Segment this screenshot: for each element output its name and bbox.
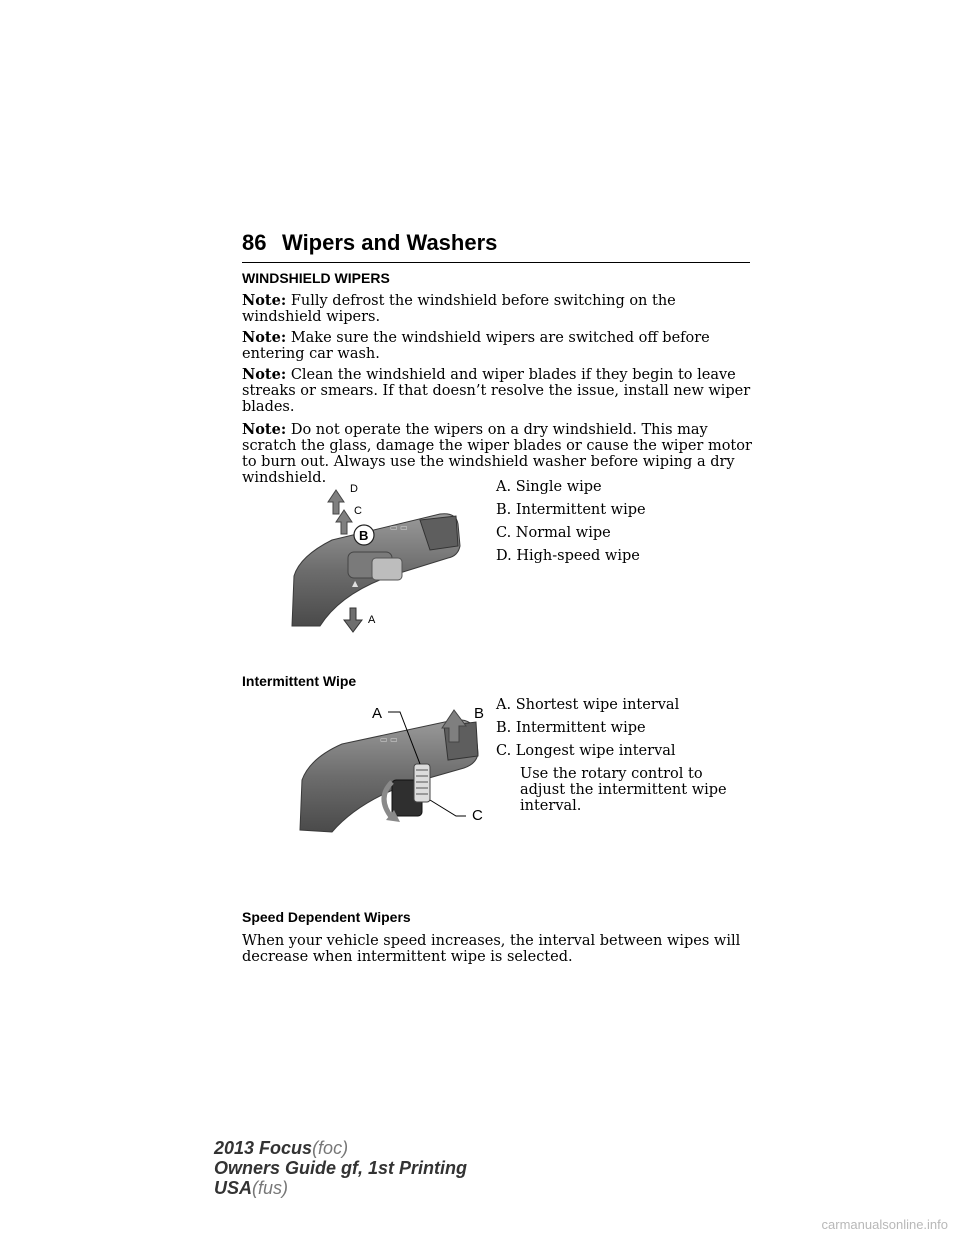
svg-text:▭ ▭: ▭ ▭ xyxy=(380,735,398,744)
figure-label-d: D xyxy=(350,483,358,495)
chapter-title: Wipers and Washers xyxy=(282,230,498,255)
note-label: Note: xyxy=(242,292,287,309)
note-label: Note: xyxy=(242,366,287,383)
figure-label-c: C xyxy=(472,807,483,824)
page-header xyxy=(242,230,750,263)
rotary-instruction: Use the rotary control to adjust the intermittent wipe interval. xyxy=(520,766,727,814)
note-paragraph xyxy=(242,293,752,325)
document-footer xyxy=(214,1138,467,1198)
figure-label-b: B xyxy=(359,528,369,543)
footer-guide: Owners Guide gf, 1st Printing xyxy=(214,1158,468,1178)
footer-region-code: (fus) xyxy=(252,1178,289,1198)
legend-item: A. Shortest wipe interval xyxy=(496,697,680,713)
section-heading-windshield-wipers: WINDSHIELD WIPERS xyxy=(242,270,390,286)
note-text: Clean the windshield and wiper blades if they begin to leave streaks or smears. If that doesn’t resolve the issue, install new wiper blades. xyxy=(242,367,751,415)
figure-label-a: A xyxy=(368,614,376,626)
section-heading-intermittent-wipe: Intermittent Wipe xyxy=(242,673,357,689)
note-text: Do not operate the wipers on a dry windshield. This may scratch the glass, damage the wiper blades or cause the wiper motor to burn out. Always use the windshield washer before wiping a dry windshield. xyxy=(242,422,752,486)
svg-text:▭ ▭: ▭ ▭ xyxy=(390,523,408,532)
svg-text:▲: ▲ xyxy=(352,579,359,588)
site-watermark: carmanualsonline.info xyxy=(821,1217,948,1232)
footer-region: USA xyxy=(214,1178,253,1198)
legend-item: B. Intermittent wipe xyxy=(496,720,646,736)
footer-model-code: (foc) xyxy=(312,1138,349,1158)
section-heading-speed-dependent: Speed Dependent Wipers xyxy=(242,909,411,925)
note-paragraph xyxy=(242,330,752,362)
page-number: 86 xyxy=(242,230,267,255)
legend-item: D. High-speed wipe xyxy=(496,548,640,564)
note-text: Make sure the windshield wipers are switched off before entering car wash. xyxy=(242,330,710,362)
wiper-stalk-figure xyxy=(280,476,465,634)
speed-dependent-text: When your vehicle speed increases, the interval between wipes will decrease when intermittent wipe is selected. xyxy=(242,933,741,965)
note-label: Note: xyxy=(242,329,287,346)
legend-item: B. Intermittent wipe xyxy=(496,502,646,518)
wiper-modes-legend xyxy=(496,479,646,571)
note-text: Fully defrost the windshield before switching on the windshield wipers. xyxy=(242,293,676,325)
note-label: Note: xyxy=(242,421,287,438)
note-paragraph xyxy=(242,367,752,415)
figure-label-c: C xyxy=(354,505,362,517)
intermittent-legend xyxy=(496,697,679,766)
legend-item: A. Single wipe xyxy=(496,479,602,495)
figure-label-b: B xyxy=(474,705,485,722)
legend-item: C. Longest wipe interval xyxy=(496,743,676,759)
footer-model: 2013 Focus xyxy=(214,1138,313,1158)
rotary-control-figure xyxy=(296,698,496,838)
figure-label-a: A xyxy=(372,705,383,722)
legend-item: C. Normal wipe xyxy=(496,525,611,541)
